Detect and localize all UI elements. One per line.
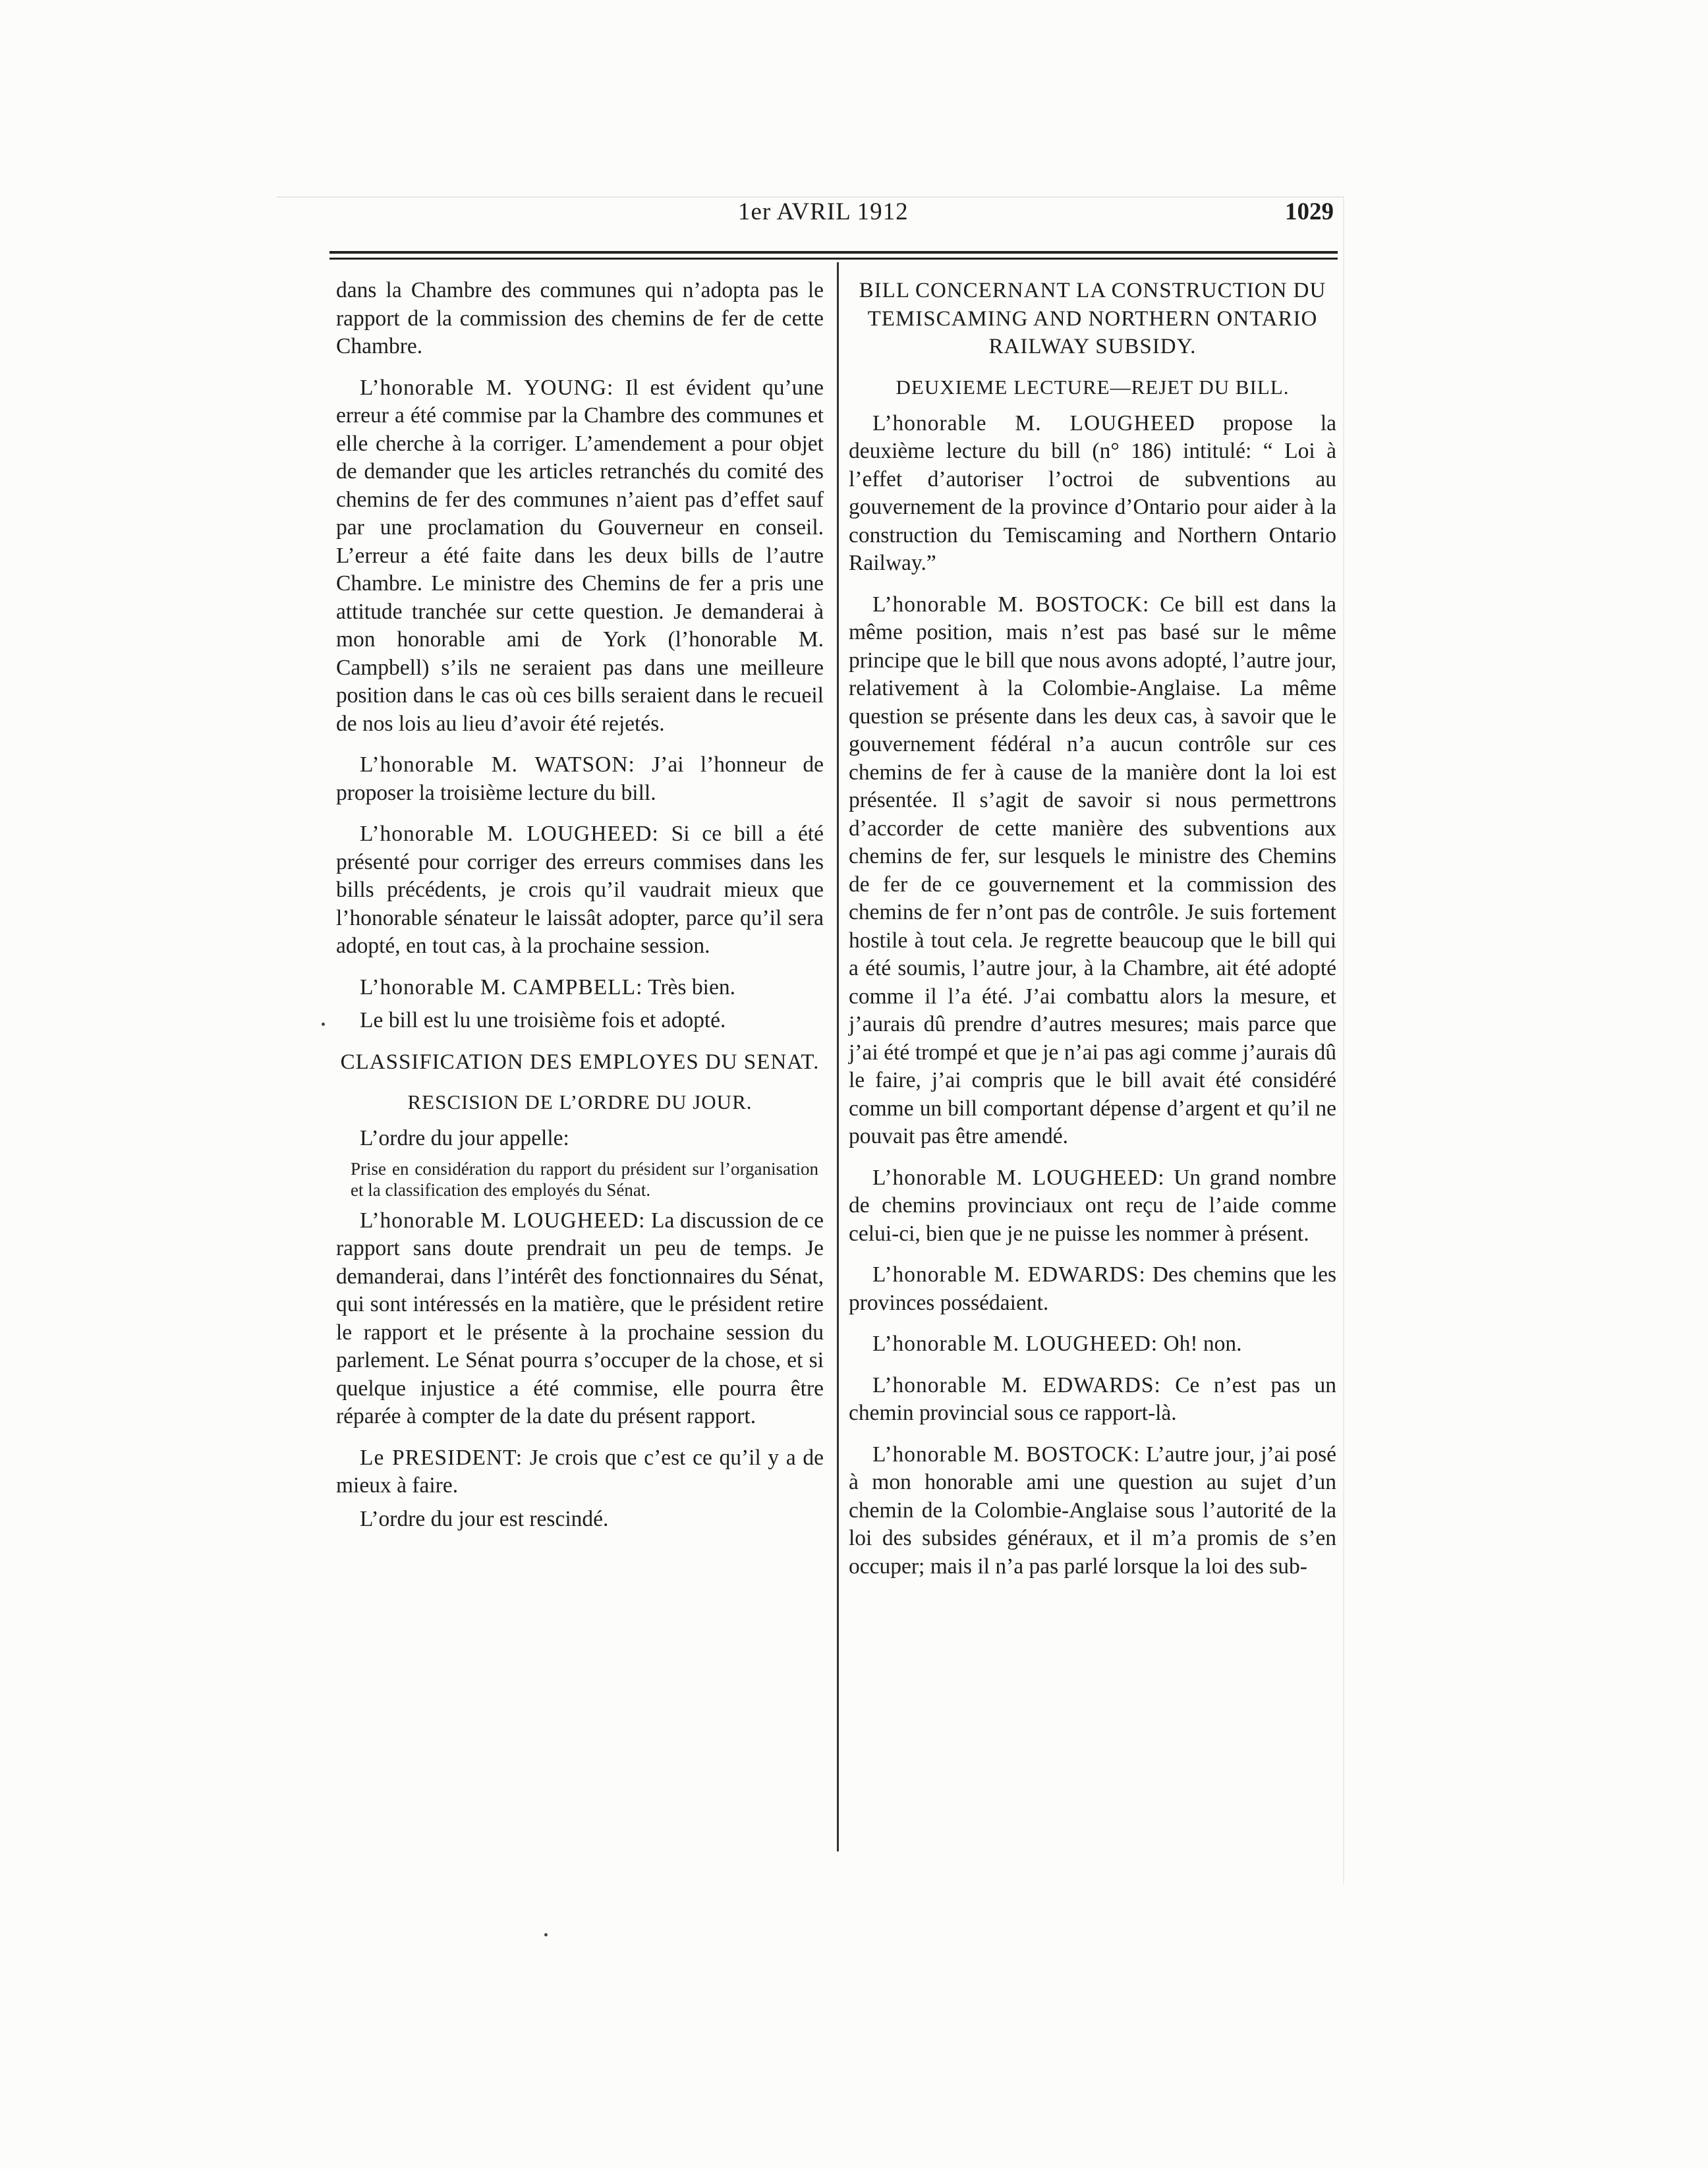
speech-text: Très bien. xyxy=(642,974,735,1000)
section-subheading: DEUXIEME LECTURE—REJET DU BILL. xyxy=(896,375,1290,399)
speech-text: La discussion de ce rapport sans doute prendrait un peu de temps. Je demanderai, dans l’intérêt des fonctionnaires du Sénat, qui sont intéressés en la matière, que le président retire le rapport et le présente à la prochaine session du parlement. Le Sénat pourra s’occuper de la chose, et si quelque injustice a été commise, elle pourra être réparée à compter de la date du présent rapport. xyxy=(336,1208,824,1428)
speech-text: Un grand nombre de chemins provinciaux ont reçu de l’aide comme celui-ci, bien que je ne puisse les nommer à présent. xyxy=(849,1165,1336,1246)
left-column xyxy=(336,277,824,1546)
paragraph xyxy=(849,410,1336,578)
speaker-name: Le PRESIDENT: xyxy=(360,1445,523,1470)
paragraph-text: dans la Chambre des communes qui n’adopta pas le rapport de la commission des chemins de fer de cette Chambre. xyxy=(336,278,824,358)
speech-text: L’autre jour, j’ai posé à mon honorable ami une question au sujet d’un chemin de la Colombie-Anglaise sous l’autorité de la loi des subsides généraux, et il m’a promis de s’en occuper; mais il n’a pas parlé lorsque la loi des sub- xyxy=(849,1442,1336,1579)
paragraph xyxy=(849,591,1336,1151)
speaker-name: L’honorable M. BOSTOCK: xyxy=(872,1442,1141,1467)
order-of-day-quote: Prise en considération du rapport du président sur l’organisation et la classification des employés du Sénat. xyxy=(351,1158,818,1200)
paragraph xyxy=(336,820,824,961)
speaker-name: L’honorable M. YOUNG: xyxy=(360,375,614,400)
paragraph xyxy=(336,1506,824,1534)
speech-text: Si ce bill a été présenté pour corriger des erreurs commises dans les bills précédents, je crois qu’il vaudrait mieux que l’honorable sénateur le laissât adopter, parce qu’il sera adopté, en tout cas, à la prochaine session. xyxy=(336,822,824,958)
paragraph xyxy=(849,1261,1336,1317)
page-header xyxy=(329,198,1338,237)
paragraph xyxy=(336,277,824,361)
speech-text: Des chemins que les provinces possédaient. xyxy=(849,1262,1337,1315)
scan-speck xyxy=(544,1933,548,1936)
section-heading: CLASSIFICATION DES EMPLOYES DU SENAT. xyxy=(340,1050,820,1074)
paragraph xyxy=(849,1441,1336,1581)
section-heading: BILL CONCERNANT LA CONSTRUCTION DU TEMISCAMING AND NORTHERN ONTARIO RAILWAY SUBSIDY. xyxy=(859,279,1326,358)
speech-text: propose la deuxième lecture du bill (n° 186) intitulé: “ Loi à l’effet d’autoriser l’octroi de subventions au gouvernement de la province d’Ontario pour aider à la construction du Temiscaming and Northern Ontario Railway.” xyxy=(849,410,1336,575)
speech-text: Il est évident qu’une erreur a été commise par la Chambre des communes et elle cherche à la corriger. L’amendement a pour objet de demander que les articles retranchés du comité des chemins de fer des communes n’aient pas d’effet sauf par une proclamation du Gouverneur en conseil. L’erreur a été faite dans les deux bills de l’autre Chambre. Le ministre des Chemins de fer a pris une attitude tranchée sur cette question. Je demanderai à mon honorable ami de York (l’honorable M. Campbell) s’ils ne seraient pas dans une meilleure position dans le cas où ces bills seraient dans le recueil de nos lois au lieu d’avoir été rejetés. xyxy=(336,375,824,736)
section-subheading: RESCISION DE L’ORDRE DU JOUR. xyxy=(407,1090,753,1113)
speaker-name: L’honorable M. EDWARDS: xyxy=(872,1262,1146,1287)
paragraph xyxy=(336,1444,824,1500)
scan-edge xyxy=(1343,198,1344,1884)
speaker-name: L’honorable M. LOUGHEED: xyxy=(872,1332,1158,1356)
speaker-name: L’honorable M. LOUGHEED xyxy=(872,410,1195,436)
speaker-name: L’honorable M. LOUGHEED: xyxy=(360,822,659,846)
right-column xyxy=(849,277,1336,1594)
speaker-name: L’honorable M. LOUGHEED: xyxy=(872,1165,1165,1190)
speech-text: Oh! non. xyxy=(1158,1332,1242,1356)
paragraph xyxy=(849,1330,1336,1359)
paragraph-text: Le bill est lu une troisième fois et adopté. xyxy=(360,1008,726,1032)
header-double-rule-top xyxy=(329,251,1338,254)
paragraph xyxy=(336,374,824,739)
speaker-name: L’honorable M. WATSON: xyxy=(360,752,635,777)
speaker-name: L’honorable M. CAMPBELL: xyxy=(360,974,643,1000)
speech-text: Ce bill est dans la même position, mais n’est pas basé sur le même principe que le bill que nous avons adopté, l’autre jour, relativement à la Colombie-Anglaise. La même question se présente dans les deux cas, à savoir que le gouvernement fédéral n’a aucun contrôle sur ces chemins de fer à cause de la manière dont la loi est présentée. Il s’agit de savoir si nous permettrons d’accorder de cette manière des subventions aux chemins de fer, sur lesquels le ministre des Chemins de fer de ce gouvernement et la commission des chemins de fer n’ont pas de contrôle. Je suis fortement hostile à tout cela. Je regrette beaucoup que le bill qui a été soumis, l’autre jour, à la Chambre, ait été adopté comme il l’a été. J’ai combattu alors la mesure, et j’aurais dû prendre d’autres mesures; mais parce que j’ai été trompé et que je n’ai pas agi comme j’aurais dû le faire, j’ai compris que le bill avait été considéré comme un bill comportant dépense d’argent et qu’il ne pouvait pas être amendé. xyxy=(849,592,1336,1148)
speaker-name: L’honorable M. LOUGHEED: xyxy=(360,1208,646,1233)
speech-text: Ce n’est pas un chemin provincial sous ce rapport-là. xyxy=(849,1372,1336,1425)
page-number: 1029 xyxy=(1285,198,1334,225)
paragraph xyxy=(336,974,824,1002)
paragraph xyxy=(849,1372,1336,1428)
speech-text: Je crois que c’est ce qu’il y a de mieux à faire. xyxy=(336,1445,824,1498)
speech-text: J’ai l’honneur de proposer la troisième lecture du bill. xyxy=(336,752,824,805)
header-double-rule-bottom xyxy=(329,258,1338,260)
scan-speck xyxy=(322,1023,325,1026)
paragraph-text: L’ordre du jour appelle: xyxy=(360,1126,569,1150)
speaker-name: L’honorable M. BOSTOCK: xyxy=(872,592,1150,617)
running-title: 1er AVRIL 1912 xyxy=(738,198,909,225)
paragraph xyxy=(336,1207,824,1431)
paragraph xyxy=(336,751,824,807)
paragraph xyxy=(849,1164,1336,1249)
speaker-name: L’honorable M. EDWARDS: xyxy=(872,1372,1161,1397)
paragraph xyxy=(336,1007,824,1035)
paragraph-text: L’ordre du jour est rescindé. xyxy=(360,1506,609,1531)
column-divider xyxy=(837,262,839,1851)
paragraph xyxy=(336,1125,824,1153)
